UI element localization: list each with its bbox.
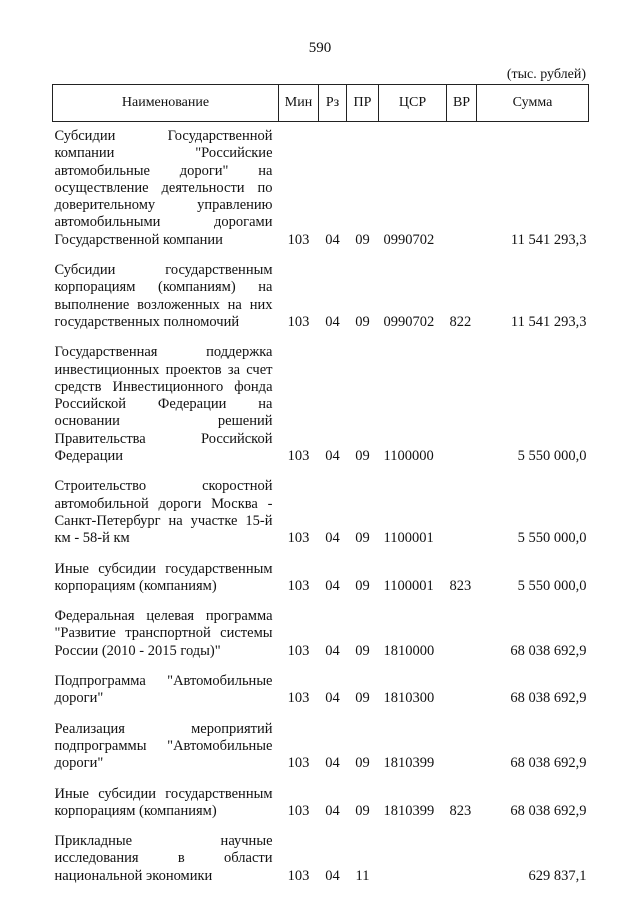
row-pr: 09 [355, 530, 370, 547]
row-sum: 68 038 692,9 [510, 802, 587, 819]
row-rz: 04 [325, 690, 340, 707]
row-csr [379, 827, 447, 892]
row-csr: 1810000 [383, 642, 435, 659]
row-sum: 68 038 692,9 [510, 690, 587, 707]
row-sum: 11 541 293,3 [510, 231, 587, 248]
row-name: Федеральная целевая программа "Развитие транспортной системы России (2010 - 2015 годы)" [54, 608, 273, 659]
row-rz: 04 [325, 448, 340, 465]
header-sum: Сумма [477, 85, 589, 122]
row-pr: 09 [355, 313, 370, 330]
row-pr: 09 [355, 755, 370, 772]
row-csr: 1100001 [383, 577, 434, 594]
row-rz: 04 [325, 755, 340, 772]
row-csr: 0990702 [383, 231, 435, 248]
row-vr [447, 338, 477, 472]
table-row [53, 780, 589, 828]
table-row [53, 256, 589, 338]
table-row [53, 338, 589, 472]
row-csr: 1100001 [383, 530, 434, 547]
row-min: 103 [287, 690, 310, 707]
units-label: (тыс. рублей) [506, 67, 586, 82]
row-vr: 823 [449, 802, 472, 819]
header-csr: ЦСР [379, 85, 447, 122]
row-vr [447, 122, 477, 257]
row-rz: 04 [325, 577, 340, 594]
budget-table [52, 84, 589, 892]
row-csr: 0990702 [383, 313, 435, 330]
row-vr [447, 667, 477, 715]
row-csr: 1810399 [383, 755, 435, 772]
row-rz: 04 [325, 867, 340, 884]
row-sum: 68 038 692,9 [510, 642, 587, 659]
row-name: Государственная поддержка инвестиционных проектов за счет средств Инвестиционного фонда Российской Федерации на основании решений Правительства Российской Федерации [54, 344, 273, 465]
row-sum: 5 550 000,0 [517, 530, 587, 547]
row-name: Субсидии государственным корпорациям (компаниям) на выполнение возложенных на них государственных полномочий [54, 262, 273, 330]
row-csr: 1100000 [383, 448, 434, 465]
row-pr: 09 [355, 690, 370, 707]
row-vr [447, 602, 477, 667]
row-min: 103 [287, 448, 310, 465]
row-vr [447, 472, 477, 554]
row-name: Реализация мероприятий подпрограммы "Автомобильные дороги" [54, 720, 273, 772]
table-row [53, 715, 589, 780]
row-min: 103 [287, 313, 310, 330]
row-rz: 04 [325, 530, 340, 547]
row-sum: 5 550 000,0 [517, 577, 587, 594]
table-row [53, 667, 589, 715]
row-pr: 09 [355, 448, 370, 465]
header-name: Наименование [53, 85, 279, 122]
page-number: 590 [308, 40, 332, 56]
table-header-row [53, 85, 589, 122]
row-pr: 09 [355, 231, 370, 248]
row-min: 103 [287, 530, 310, 547]
table-row [53, 122, 589, 257]
row-vr: 822 [449, 313, 472, 330]
header-rz: Рз [319, 85, 347, 122]
row-min: 103 [287, 867, 310, 884]
row-name: Подпрограмма "Автомобильные дороги" [54, 673, 273, 707]
row-rz: 04 [325, 802, 340, 819]
row-min: 103 [287, 642, 310, 659]
header-vr: ВР [447, 85, 477, 122]
header-pr: ПР [347, 85, 379, 122]
row-sum: 11 541 293,3 [510, 313, 587, 330]
row-pr: 09 [355, 642, 370, 659]
row-name: Прикладные научные исследования в области национальной экономики [54, 833, 273, 884]
table-row [53, 827, 589, 892]
row-pr: 09 [355, 577, 370, 594]
row-min: 103 [287, 231, 310, 248]
row-vr [447, 827, 477, 892]
row-csr: 1810399 [383, 802, 435, 819]
row-pr: 11 [355, 867, 370, 884]
row-sum: 629 837,1 [528, 867, 587, 884]
row-vr: 823 [449, 577, 472, 594]
row-name: Субсидии Государственной компании "Российские автомобильные дороги" на осуществление деятельности по доверительному управлению автомобильными дорогами Государственной компании [54, 128, 273, 248]
row-name: Строительство скоростной автомобильной дороги Москва - Санкт-Петербург на участке 15-й км - 58-й км [54, 478, 273, 547]
row-min: 103 [287, 802, 310, 819]
row-vr [447, 715, 477, 780]
row-rz: 04 [325, 642, 340, 659]
row-min: 103 [287, 755, 310, 772]
row-csr: 1810300 [383, 690, 435, 707]
table-row [53, 472, 589, 554]
row-name: Иные субсидии государственным корпорациям (компаниям) [54, 560, 273, 594]
table-row [53, 555, 589, 603]
row-sum: 68 038 692,9 [510, 755, 587, 772]
row-pr: 09 [355, 802, 370, 819]
row-rz: 04 [325, 231, 340, 248]
row-sum: 5 550 000,0 [517, 448, 587, 465]
header-min: Мин [279, 85, 319, 122]
row-name: Иные субсидии государственным корпорациям (компаниям) [54, 785, 273, 819]
row-min: 103 [287, 577, 310, 594]
table-row [53, 602, 589, 667]
row-rz: 04 [325, 313, 340, 330]
